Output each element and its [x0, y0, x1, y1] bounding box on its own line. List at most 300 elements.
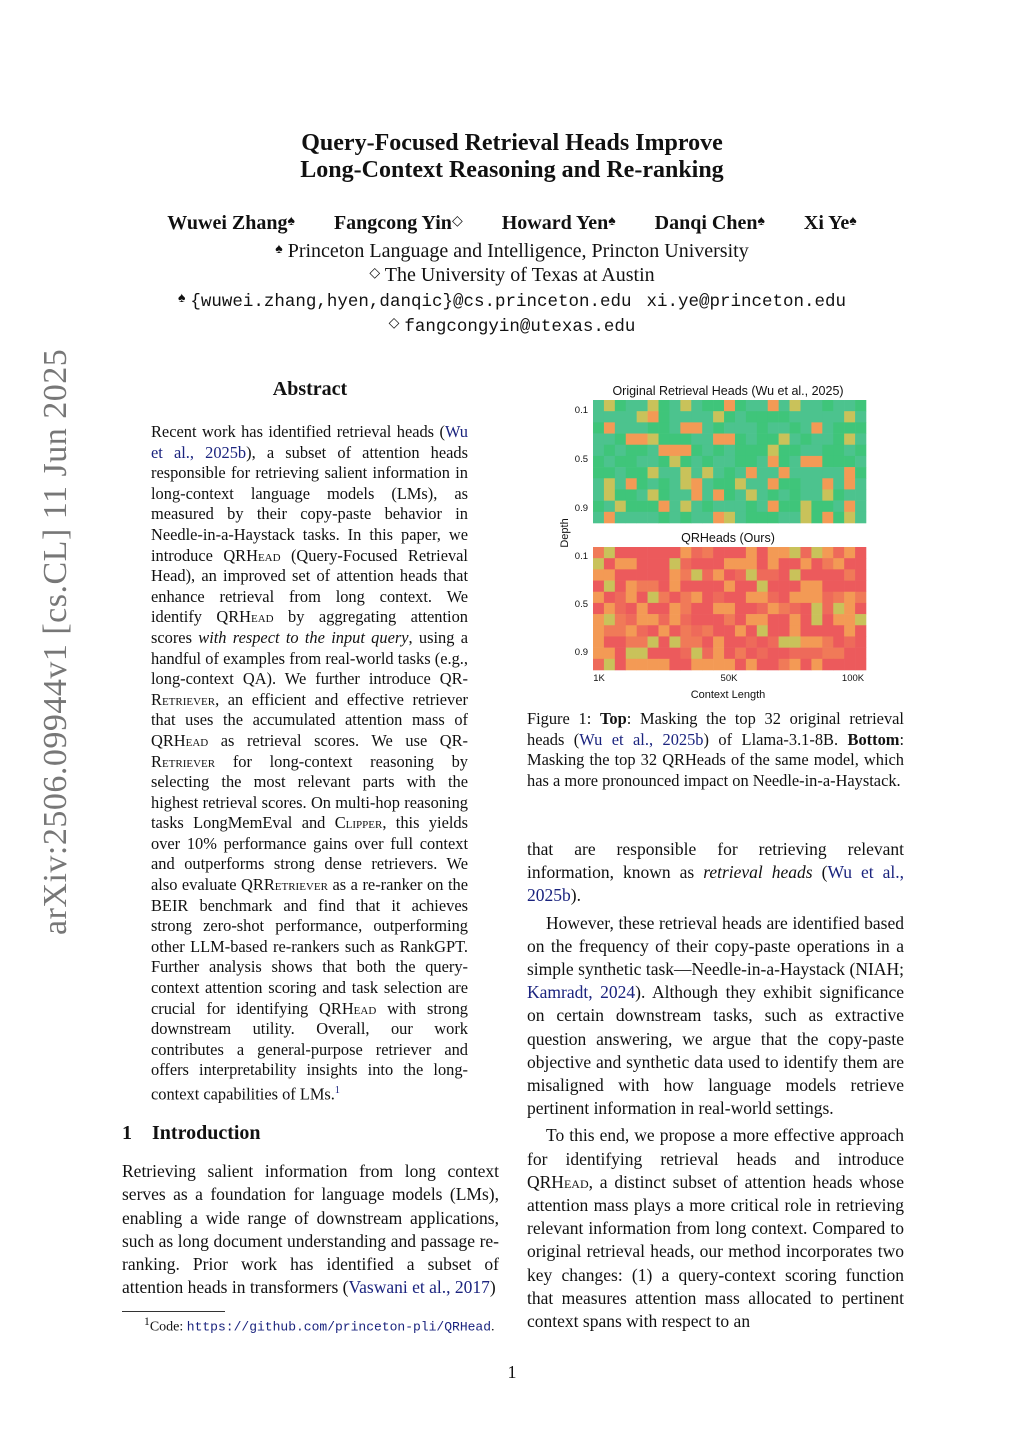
footnote-marker[interactable]: 1: [334, 1085, 340, 1096]
heatmap-bottom-cell: [713, 659, 724, 670]
paragraph-however: However, these retrieval heads are identified based on the frequency of their copy-paste operations in a simple synthetic task—Needle-in-a-Haystack (NIAH; Kamradt, 2024). Although they exhibit significance on certain downstream tasks, such as extractive question answering, we argue that the copy-paste objective and synthetic data used to identify them are misaligned with how language models retrieve pertinent information in real-world settings.: [527, 912, 904, 1119]
heatmap-top-cell: [713, 478, 724, 489]
heatmap-top-cell: [724, 489, 735, 500]
heatmap-bottom-cell: [800, 648, 811, 659]
heatmap-top-cell: [735, 422, 746, 433]
heatmap-bottom-cell: [844, 569, 855, 580]
heatmap-top-cell: [790, 434, 801, 445]
heatmap-bottom-cell: [833, 625, 844, 636]
heatmap-bottom-cell: [626, 592, 637, 603]
heatmap-top-cell: [691, 489, 702, 500]
heatmap-top-cell: [593, 411, 604, 422]
heatmap-bottom-cell: [713, 558, 724, 569]
heatmap-top-cell: [669, 422, 680, 433]
title-line-2: Long-Context Reasoning and Re-ranking: [300, 157, 724, 183]
heatmap-bottom-cell: [724, 659, 735, 670]
heatmap-bottom-cell: [702, 636, 713, 647]
heatmap-top-cell: [669, 489, 680, 500]
heatmap-bottom-cell: [833, 614, 844, 625]
heatmap-top-cell: [822, 400, 833, 411]
heatmap-bottom-cell: [800, 614, 811, 625]
heatmap-top-cell: [724, 445, 735, 456]
top-y-tick-label: 0.9: [574, 503, 588, 514]
heatmap-bottom-cell: [844, 558, 855, 569]
heatmap-bottom-cell: [779, 659, 790, 670]
heatmap-top-cell: [811, 411, 822, 422]
heatmap-bottom-cell: [779, 648, 790, 659]
heatmap-bottom-cell: [702, 558, 713, 569]
heatmap-bottom-cell: [659, 636, 670, 647]
heatmap-bottom-cell: [637, 558, 648, 569]
heatmap-top-cell: [790, 489, 801, 500]
heatmap-top-cell: [680, 501, 691, 512]
heatmap-top-cell: [648, 478, 659, 489]
heatmap-top-cell: [800, 467, 811, 478]
heatmap-bottom-cell: [648, 547, 659, 558]
heatmap-top-cell: [746, 501, 757, 512]
heatmap-top-cell: [844, 478, 855, 489]
heatmap-bottom-cell: [604, 592, 615, 603]
heatmap-top-cell: [637, 456, 648, 467]
heatmap-bottom-cell: [691, 636, 702, 647]
bottom-y-tick-label: 0.1: [574, 551, 588, 562]
heatmap-top-cell: [855, 445, 866, 456]
heatmap-top-cell: [790, 456, 801, 467]
heatmap-top-cell: [855, 512, 866, 523]
heatmap-bottom-cell: [626, 569, 637, 580]
heatmap-top-cell: [648, 512, 659, 523]
heatmap-top-cell: [833, 445, 844, 456]
heatmap-top-cell: [615, 422, 626, 433]
heatmap-bottom-cell: [702, 569, 713, 580]
heatmap-bottom-cell: [626, 558, 637, 569]
heatmap-bottom-cell: [855, 614, 866, 625]
paragraph-to-this-end: To this end, we propose a more effective approach for identifying retrieval heads and introduce QRHead, a distinct subset of attention heads whose attention mass plays a more critical role in retrieving relevant information from long context. Compared to original retrieval heads, our method incorporates two key changes: (1) a query-context scoring function that measures attention mass allocated to pertinent context spans with respect to an: [527, 1125, 904, 1332]
heatmap-bottom-cell: [593, 648, 604, 659]
heatmap-top-cell: [790, 400, 801, 411]
heatmap-bottom-cell: [648, 648, 659, 659]
heatmap-top-cell: [659, 445, 670, 456]
heatmap-bottom-cell: [702, 614, 713, 625]
heatmap-top-cell: [604, 478, 615, 489]
heatmap-top-cell: [811, 478, 822, 489]
heatmap-bottom-cell: [833, 569, 844, 580]
heatmap-top-cell: [637, 467, 648, 478]
heatmap-bottom-cell: [833, 603, 844, 614]
heatmap-bottom-cell: [702, 659, 713, 670]
heatmap-top-cell: [800, 478, 811, 489]
heatmap-top-cell: [637, 411, 648, 422]
heatmap-bottom-cell: [822, 625, 833, 636]
heatmap-top-cell: [615, 489, 626, 500]
heatmap-top-cell: [669, 400, 680, 411]
heatmap-top-cell: [691, 501, 702, 512]
heatmap-bottom-cell: [811, 603, 822, 614]
email-utexas[interactable]: fangcongyin@utexas.edu: [404, 317, 636, 337]
heatmap-top-cell: [844, 456, 855, 467]
heatmap-bottom-cell: [746, 603, 757, 614]
heatmap-top-cell: [648, 501, 659, 512]
heatmap-top-cell: [593, 501, 604, 512]
citation-vaswani-2017[interactable]: Vaswani et al., 2017: [348, 1277, 490, 1298]
citation-wu-2025b-caption[interactable]: Wu et al., 2025b: [579, 729, 704, 749]
heatmap-top-cell: [844, 467, 855, 478]
heatmap-top-cell: [724, 501, 735, 512]
heatmap-top-cell: [833, 400, 844, 411]
heatmap-top-cell: [626, 512, 637, 523]
heatmap-top-cell: [691, 422, 702, 433]
heatmap-bottom-cell: [790, 659, 801, 670]
citation-wu-2025b[interactable]: Wu et al., 2025b: [151, 422, 468, 462]
heatmap-top-cell: [626, 434, 637, 445]
heatmap-top-cell: [702, 422, 713, 433]
heatmap-top-cell: [680, 434, 691, 445]
heatmap-bottom-cell: [593, 592, 604, 603]
heatmap-top-cell: [615, 411, 626, 422]
heatmap-top-cell: [680, 422, 691, 433]
heatmap-bottom-cell: [855, 603, 866, 614]
author-3: Howard Yen♠: [501, 212, 616, 234]
heatmap-bottom-cell: [648, 581, 659, 592]
heatmap-top-cell: [855, 400, 866, 411]
heatmap-top-cell: [615, 512, 626, 523]
heatmap-bottom-cell: [735, 569, 746, 580]
heatmap-top-cell: [637, 489, 648, 500]
heatmap-bottom-cell: [713, 648, 724, 659]
heatmap-bottom-cell: [604, 603, 615, 614]
heatmap-bottom-cell: [779, 569, 790, 580]
heatmap-top-cell: [724, 456, 735, 467]
page-number: 1: [507, 1362, 517, 1382]
heatmap-bottom-cell: [626, 636, 637, 647]
heatmap-top-cell: [702, 445, 713, 456]
citation-wu-2025b-body[interactable]: Wu et al., 2025b: [527, 862, 905, 906]
heatmap-top-cell: [833, 434, 844, 445]
heatmap-top-cell: [746, 467, 757, 478]
heatmap-bottom-cell: [680, 603, 691, 614]
heatmap-top-cell: [844, 400, 855, 411]
heatmap-bottom-cell: [691, 625, 702, 636]
heatmap-top-cell: [702, 456, 713, 467]
heatmap-bottom-cell: [680, 636, 691, 647]
heatmap-top-cell: [800, 456, 811, 467]
heatmap-top-cell: [768, 456, 779, 467]
heatmap-bottom-cell: [757, 569, 768, 580]
heatmap-top-cell: [855, 456, 866, 467]
heatmap-top-cell: [648, 434, 659, 445]
heatmap-bottom-cell: [811, 648, 822, 659]
heatmap-top-cell: [746, 445, 757, 456]
heatmap-top-cell: [713, 489, 724, 500]
heatmap-bottom-cell: [691, 592, 702, 603]
heatmap-bottom-cell: [669, 614, 680, 625]
heatmap-bottom: [593, 547, 866, 670]
heatmap-top-cell: [790, 445, 801, 456]
heatmap-bottom-cell: [615, 648, 626, 659]
heatmap-top-cell: [724, 422, 735, 433]
heatmap-bottom-cell: [691, 558, 702, 569]
heatmap-bottom-cell: [811, 592, 822, 603]
heatmap-top-cell: [800, 411, 811, 422]
heatmap-top-cell: [724, 400, 735, 411]
heatmap-bottom-cell: [800, 569, 811, 580]
heatmap-bottom-cell: [757, 581, 768, 592]
heatmap-bottom-cell: [833, 648, 844, 659]
heatmap-top-cell: [757, 467, 768, 478]
heatmap-top-cell: [593, 422, 604, 433]
heatmap-bottom-cell: [724, 603, 735, 614]
heatmap-bottom-cell: [593, 558, 604, 569]
heatmap-bottom-cell: [680, 614, 691, 625]
heatmap-top-cell: [800, 400, 811, 411]
heatmap-bottom-cell: [713, 636, 724, 647]
heatmap-bottom-cell: [648, 636, 659, 647]
heatmap-top-cell: [691, 445, 702, 456]
heatmap-top-cell: [659, 422, 670, 433]
heatmap-top-cell: [768, 434, 779, 445]
heatmap-top-cell: [648, 400, 659, 411]
heatmap-top-cell: [659, 411, 670, 422]
code-link[interactable]: https://github.com/princeton-pli/QRHead: [186, 1319, 492, 1335]
heatmap-top-cell: [691, 411, 702, 422]
heatmap-top-cell: [680, 456, 691, 467]
heatmap-bottom-cell: [637, 603, 648, 614]
heatmap-top-cell: [702, 489, 713, 500]
heatmap-bottom-cell: [637, 569, 648, 580]
heatmap-top-cell: [680, 478, 691, 489]
heatmap-top-cell: [659, 501, 670, 512]
heatmap-bottom-cell: [724, 636, 735, 647]
heatmap-bottom-cell: [790, 625, 801, 636]
footnote-rule: [122, 1311, 225, 1312]
heatmap-top-cell: [593, 512, 604, 523]
heatmap-top-cell: [713, 467, 724, 478]
heatmap-bottom-cell: [615, 547, 626, 558]
heatmap-top-cell: [757, 478, 768, 489]
heatmap-bottom-cell: [626, 547, 637, 558]
heatmap-bottom-cell: [680, 648, 691, 659]
heatmap-bottom-cell: [680, 569, 691, 580]
top-y-tick-label: 0.5: [574, 454, 588, 465]
top-y-tick-label: 0.1: [574, 405, 588, 416]
heatmap-top-cell: [702, 434, 713, 445]
heatmap-bottom-cell: [637, 547, 648, 558]
citation-kamradt-2024[interactable]: Kamradt, 2024: [527, 982, 636, 1003]
heatmap-top-cell: [768, 400, 779, 411]
heatmap-bottom-cell: [724, 569, 735, 580]
heatmap-bottom-cell: [659, 648, 670, 659]
heatmap-bottom-cell: [855, 547, 866, 558]
heatmap-bottom-cell: [615, 558, 626, 569]
heatmap-top-cell: [779, 445, 790, 456]
heatmap-bottom-cell: [669, 547, 680, 558]
heatmap-top-cell: [844, 501, 855, 512]
email-princeton[interactable]: {wuwei.zhang,hyen,danqic}@cs.princeton.edu: [190, 292, 632, 312]
heatmap-top-cell: [779, 478, 790, 489]
heatmap-top-cell: [844, 434, 855, 445]
heatmap-top-cell: [746, 489, 757, 500]
heatmap-bottom-cell: [833, 659, 844, 670]
heatmap-top-cell: [669, 456, 680, 467]
heatmap-top-cell: [833, 422, 844, 433]
heatmap-top-cell: [822, 445, 833, 456]
heatmap-bottom-cell: [626, 614, 637, 625]
heatmap-bottom-cell: [593, 569, 604, 580]
heatmap-top-cell: [822, 478, 833, 489]
heatmap-top-cell: [648, 445, 659, 456]
email-line-1: ♠ {wuwei.zhang,hyen,danqic}@cs.princeton.edu xi.ye@princeton.edu: [177, 291, 847, 312]
heatmap-bottom-cell: [822, 636, 833, 647]
heatmap-bottom-cell: [811, 569, 822, 580]
heatmap-bottom-cell: [615, 569, 626, 580]
x-axis-label: Context Length: [690, 689, 766, 701]
heatmap-top-cell: [833, 411, 844, 422]
heatmap-bottom-cell: [800, 592, 811, 603]
heatmap-bottom-cell: [626, 603, 637, 614]
heatmap-bottom-cell: [626, 648, 637, 659]
author-4: Danqi Chen♠: [654, 212, 765, 234]
heatmap-top-cell: [800, 445, 811, 456]
heatmap-top-cell: [724, 467, 735, 478]
heatmap-top-cell: [800, 512, 811, 523]
heatmap-bottom-cell: [757, 648, 768, 659]
heatmap-bottom-cell: [757, 614, 768, 625]
heatmap-top-cell: [735, 400, 746, 411]
heatmap-bottom-cell: [604, 547, 615, 558]
heatmap-top-cell: [604, 400, 615, 411]
heatmap-top-cell: [768, 501, 779, 512]
heatmap-top-cell: [713, 456, 724, 467]
heatmap-bottom-cell: [724, 592, 735, 603]
heatmap-bottom-cell: [790, 636, 801, 647]
heatmap-bottom-cell: [844, 547, 855, 558]
heatmap-bottom-cell: [790, 581, 801, 592]
heatmap-bottom-title: QRHeads (Ours): [681, 531, 775, 545]
title-line-1: Query-Focused Retrieval Heads Improve: [301, 130, 723, 156]
author-2: Fangcong Yin◇: [333, 212, 463, 234]
heatmap-bottom-cell: [779, 547, 790, 558]
affiliation-texas: ◇ The University of Texas at Austin: [369, 264, 655, 286]
heatmap-top-cell: [669, 445, 680, 456]
heatmap-top-cell: [822, 489, 833, 500]
heatmap-top-cell: [811, 489, 822, 500]
heatmap-top-cell: [659, 400, 670, 411]
heatmap-bottom-cell: [615, 581, 626, 592]
heatmap-top-cell: [790, 467, 801, 478]
heatmap-bottom-cell: [669, 592, 680, 603]
heatmap-top-cell: [855, 478, 866, 489]
heatmap-bottom-cell: [593, 659, 604, 670]
heatmap-bottom-cell: [768, 648, 779, 659]
heatmap-top-cell: [811, 400, 822, 411]
heatmap-bottom-cell: [659, 659, 670, 670]
heatmap-top-cell: [811, 422, 822, 433]
heatmap-top-cell: [768, 512, 779, 523]
y-axis-label: Depth: [559, 518, 571, 548]
heatmap-bottom-cell: [800, 625, 811, 636]
heatmap-top-cell: [659, 489, 670, 500]
heatmap-bottom-cell: [604, 659, 615, 670]
heatmap-bottom-cell: [833, 636, 844, 647]
heatmap-top-cell: [626, 400, 637, 411]
heatmap-top-cell: [713, 445, 724, 456]
heatmap-bottom-cell: [615, 659, 626, 670]
heatmap-bottom-cell: [669, 581, 680, 592]
heatmap-bottom-cell: [822, 648, 833, 659]
heatmap-bottom-cell: [768, 636, 779, 647]
heatmap-bottom-cell: [615, 603, 626, 614]
heatmap-bottom-cell: [811, 625, 822, 636]
heatmap-bottom-cell: [659, 614, 670, 625]
heatmap-bottom-cell: [833, 558, 844, 569]
heatmap-bottom-cell: [648, 569, 659, 580]
heatmap-top-cell: [615, 434, 626, 445]
figure-1-caption: Figure 1: Top: Masking the top 32 original retrieval heads (Wu et al., 2025b) of Llama-3.1-8B. Bottom: Masking the top 32 QRHeads of the same model, which has a more pronounced impact on Needle-in-a-Haystack.: [527, 709, 904, 790]
heatmap-bottom-cell: [746, 648, 757, 659]
heatmap-top-cell: [713, 411, 724, 422]
heatmap-bottom-cell: [691, 569, 702, 580]
heatmap-top-cell: [735, 467, 746, 478]
heatmap-top-cell: [768, 422, 779, 433]
heatmap-top-cell: [637, 422, 648, 433]
heatmap-top-cell: [757, 422, 768, 433]
heatmap-bottom-cell: [844, 648, 855, 659]
heatmap-bottom-cell: [746, 625, 757, 636]
email-xi-ye[interactable]: xi.ye@princeton.edu: [646, 292, 847, 312]
heatmap-top-cell: [779, 467, 790, 478]
heatmap-bottom-cell: [855, 581, 866, 592]
author-1: Wuwei Zhang♠: [167, 212, 295, 234]
heatmap-top-cell: [811, 512, 822, 523]
heatmap-top-cell: [855, 489, 866, 500]
heatmap-bottom-cell: [659, 592, 670, 603]
heatmap-bottom-cell: [659, 625, 670, 636]
heatmap-bottom-cell: [659, 581, 670, 592]
heatmap-top-cell: [822, 512, 833, 523]
heatmap-bottom-cell: [702, 648, 713, 659]
heatmap-top-cell: [746, 400, 757, 411]
heatmap-top-cell: [746, 434, 757, 445]
heatmap-bottom-cell: [593, 614, 604, 625]
heatmap-bottom-cell: [648, 614, 659, 625]
heatmap-top-cell: [855, 501, 866, 512]
heatmap-top-cell: [844, 489, 855, 500]
paragraph-retrieval-heads: that are responsible for retrieving relevant information, known as retrieval heads (Wu et al., 2025b).: [527, 839, 905, 906]
heatmap-top-cell: [648, 411, 659, 422]
heatmap-top-cell: [779, 512, 790, 523]
heatmap-top-cell: [669, 512, 680, 523]
heatmap-bottom-cell: [779, 558, 790, 569]
heatmap-bottom-cell: [746, 636, 757, 647]
heatmap-top-cell: [702, 478, 713, 489]
heatmap-bottom-cell: [593, 547, 604, 558]
heatmap-top-cell: [800, 501, 811, 512]
heatmap-top-cell: [724, 434, 735, 445]
x-tick-label: 1K: [593, 673, 605, 684]
heatmap-top-cell: [768, 467, 779, 478]
heatmap-top-cell: [844, 411, 855, 422]
heatmap-top-cell: [626, 411, 637, 422]
heatmap-top-cell: [833, 467, 844, 478]
heatmap-top-cell: [637, 445, 648, 456]
heatmap-top-cell: [593, 489, 604, 500]
heatmap-bottom-cell: [604, 636, 615, 647]
heatmap-top-cell: [800, 434, 811, 445]
heatmap-top-cell: [735, 489, 746, 500]
heatmap-bottom-cell: [768, 581, 779, 592]
heatmap-bottom-cell: [669, 603, 680, 614]
heatmap-bottom-cell: [626, 625, 637, 636]
